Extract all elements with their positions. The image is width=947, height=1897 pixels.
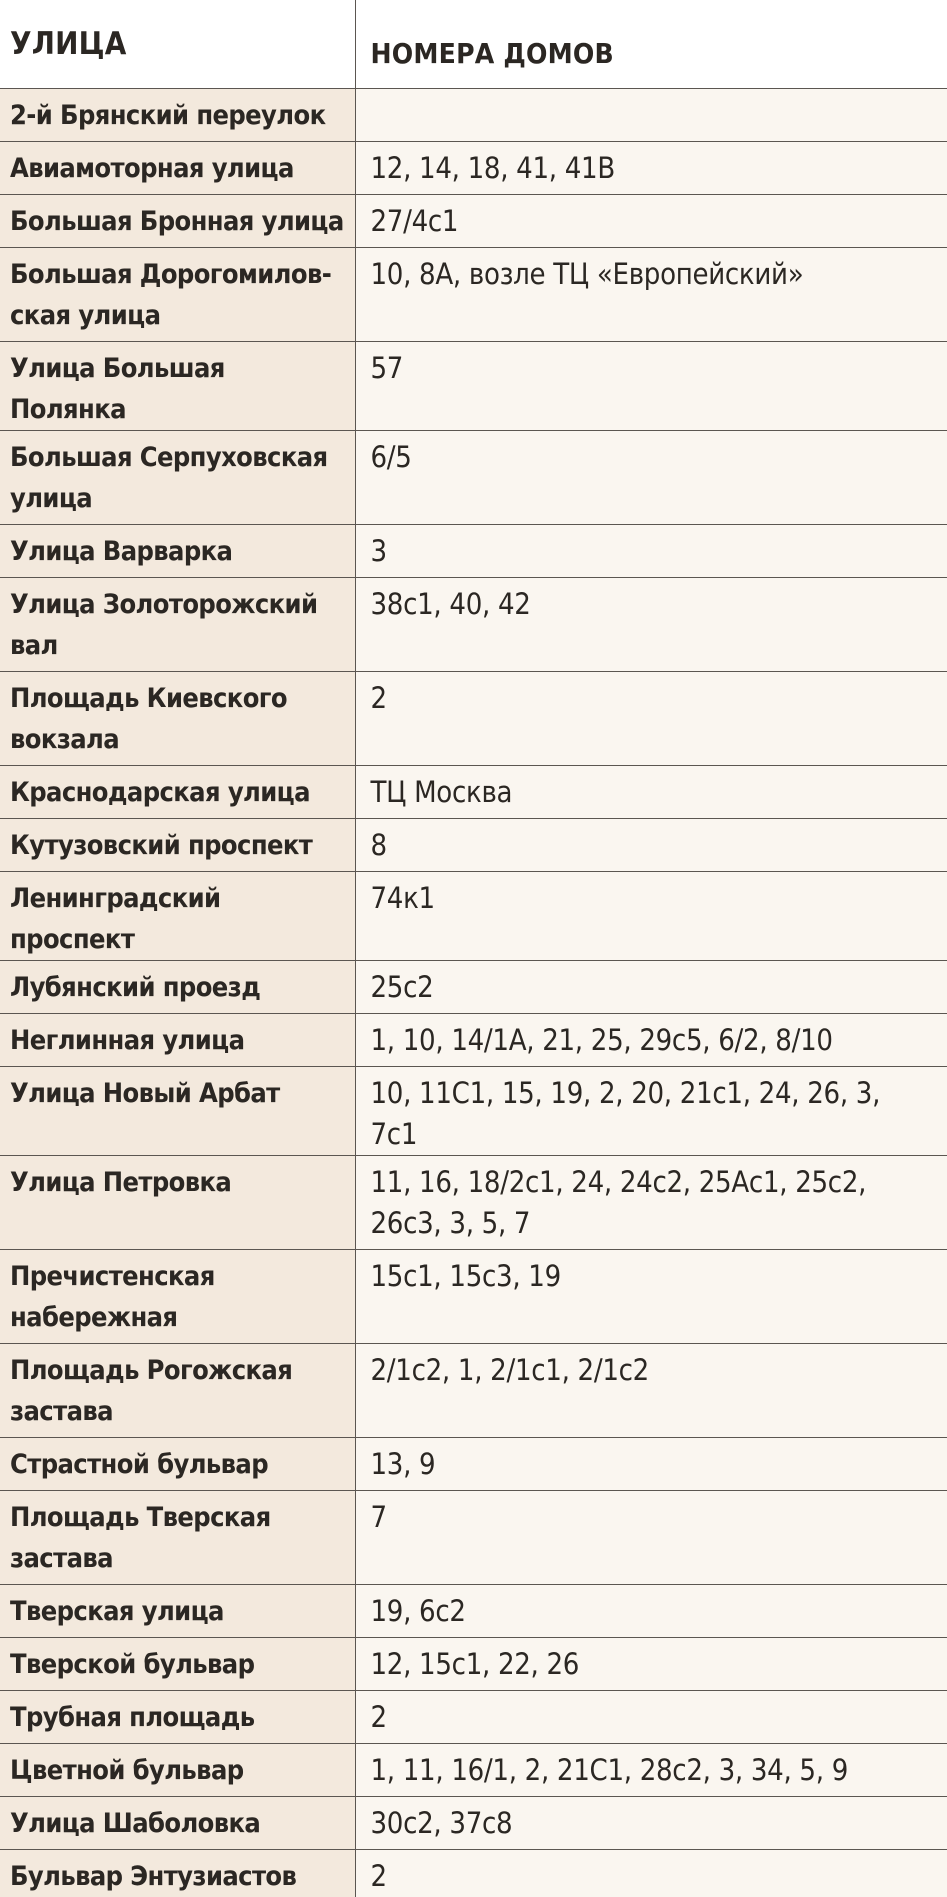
numbers-cell: 38с1, 40, 42 <box>355 577 947 671</box>
table-row <box>0 524 947 577</box>
street-cell: Большая Дорогомилов-ская улица <box>0 247 355 341</box>
table-row <box>0 1343 947 1437</box>
numbers-cell: 8 <box>355 818 947 871</box>
header-numbers: НОМЕРА ДОМОВ <box>355 0 947 88</box>
numbers-cell: 30с2, 37с8 <box>355 1796 947 1849</box>
table-row <box>0 1849 947 1897</box>
numbers-cell: 6/5 <box>355 430 947 524</box>
table-row <box>0 577 947 671</box>
street-cell: Авиамоторная улица <box>0 141 355 194</box>
street-cell: Площадь Киевского вокзала <box>0 671 355 765</box>
numbers-cell: 10, 8А, возле ТЦ «Европейский» <box>355 247 947 341</box>
street-cell: Большая Серпуховская улица <box>0 430 355 524</box>
numbers-cell: 2 <box>355 1849 947 1897</box>
table-row <box>0 671 947 765</box>
table-row <box>0 1249 947 1343</box>
street-cell: Краснодарская улица <box>0 765 355 818</box>
table-row <box>0 1490 947 1584</box>
numbers-cell: 12, 14, 18, 41, 41В <box>355 141 947 194</box>
table-row <box>0 1437 947 1490</box>
table-row <box>0 871 947 960</box>
numbers-cell: 10, 11С1, 15, 19, 2, 20, 21с1, 24, 26, 3, 7с1 <box>355 1066 947 1155</box>
table-row <box>0 88 947 141</box>
numbers-cell: 19, 6с2 <box>355 1584 947 1637</box>
street-cell: Улица Варварка <box>0 524 355 577</box>
street-cell: Ленинградский проспект <box>0 871 355 960</box>
numbers-cell: 7 <box>355 1490 947 1584</box>
numbers-cell: 11, 16, 18/2с1, 24, 24с2, 25Ас1, 25с2, 26с3, 3, 5, 7 <box>355 1155 947 1249</box>
street-cell: Цветной бульвар <box>0 1743 355 1796</box>
street-cell: Улица Петровка <box>0 1155 355 1249</box>
street-cell: Лубянский проезд <box>0 960 355 1013</box>
street-cell: Тверской бульвар <box>0 1637 355 1690</box>
street-cell: Тверская улица <box>0 1584 355 1637</box>
table-row <box>0 141 947 194</box>
numbers-cell: 25с2 <box>355 960 947 1013</box>
table-row <box>0 194 947 247</box>
table-row <box>0 1743 947 1796</box>
numbers-cell: 15с1, 15с3, 19 <box>355 1249 947 1343</box>
numbers-cell: 2 <box>355 671 947 765</box>
street-cell: Пречистенская набережная <box>0 1249 355 1343</box>
table-row <box>0 1155 947 1249</box>
table-row <box>0 1690 947 1743</box>
table-header-row <box>0 0 947 88</box>
numbers-cell: 13, 9 <box>355 1437 947 1490</box>
numbers-cell: 1, 11, 16/1, 2, 21С1, 28с2, 3, 34, 5, 9 <box>355 1743 947 1796</box>
table-row <box>0 960 947 1013</box>
table-row <box>0 341 947 430</box>
street-cell: Улица Большая Полянка <box>0 341 355 430</box>
table-row <box>0 1637 947 1690</box>
numbers-cell <box>355 88 947 141</box>
street-cell: Трубная площадь <box>0 1690 355 1743</box>
table-row <box>0 765 947 818</box>
street-cell: Неглинная улица <box>0 1013 355 1066</box>
numbers-cell: 2/1с2, 1, 2/1с1, 2/1с2 <box>355 1343 947 1437</box>
street-cell: Большая Бронная улица <box>0 194 355 247</box>
numbers-cell: 3 <box>355 524 947 577</box>
table-row <box>0 1584 947 1637</box>
street-cell: Бульвар Энтузиастов <box>0 1849 355 1897</box>
street-cell: Кутузовский проспект <box>0 818 355 871</box>
table-row <box>0 1796 947 1849</box>
street-cell: Улица Новый Арбат <box>0 1066 355 1155</box>
street-cell: 2-й Брянский переулок <box>0 88 355 141</box>
table-row <box>0 430 947 524</box>
table-row <box>0 1066 947 1155</box>
table-row <box>0 818 947 871</box>
numbers-cell: 2 <box>355 1690 947 1743</box>
street-cell: Площадь Тверская застава <box>0 1490 355 1584</box>
numbers-cell: 12, 15с1, 22, 26 <box>355 1637 947 1690</box>
numbers-cell: 74к1 <box>355 871 947 960</box>
street-cell: Страстной бульвар <box>0 1437 355 1490</box>
header-street: УЛИЦА <box>0 0 355 88</box>
table-row <box>0 1013 947 1066</box>
numbers-cell: ТЦ Москва <box>355 765 947 818</box>
numbers-cell: 57 <box>355 341 947 430</box>
numbers-cell: 27/4с1 <box>355 194 947 247</box>
street-cell: Улица Золоторожский вал <box>0 577 355 671</box>
street-cell: Улица Шаболовка <box>0 1796 355 1849</box>
street-cell: Площадь Рогожская застава <box>0 1343 355 1437</box>
numbers-cell: 1, 10, 14/1А, 21, 25, 29с5, 6/2, 8/10 <box>355 1013 947 1066</box>
table-row <box>0 247 947 341</box>
